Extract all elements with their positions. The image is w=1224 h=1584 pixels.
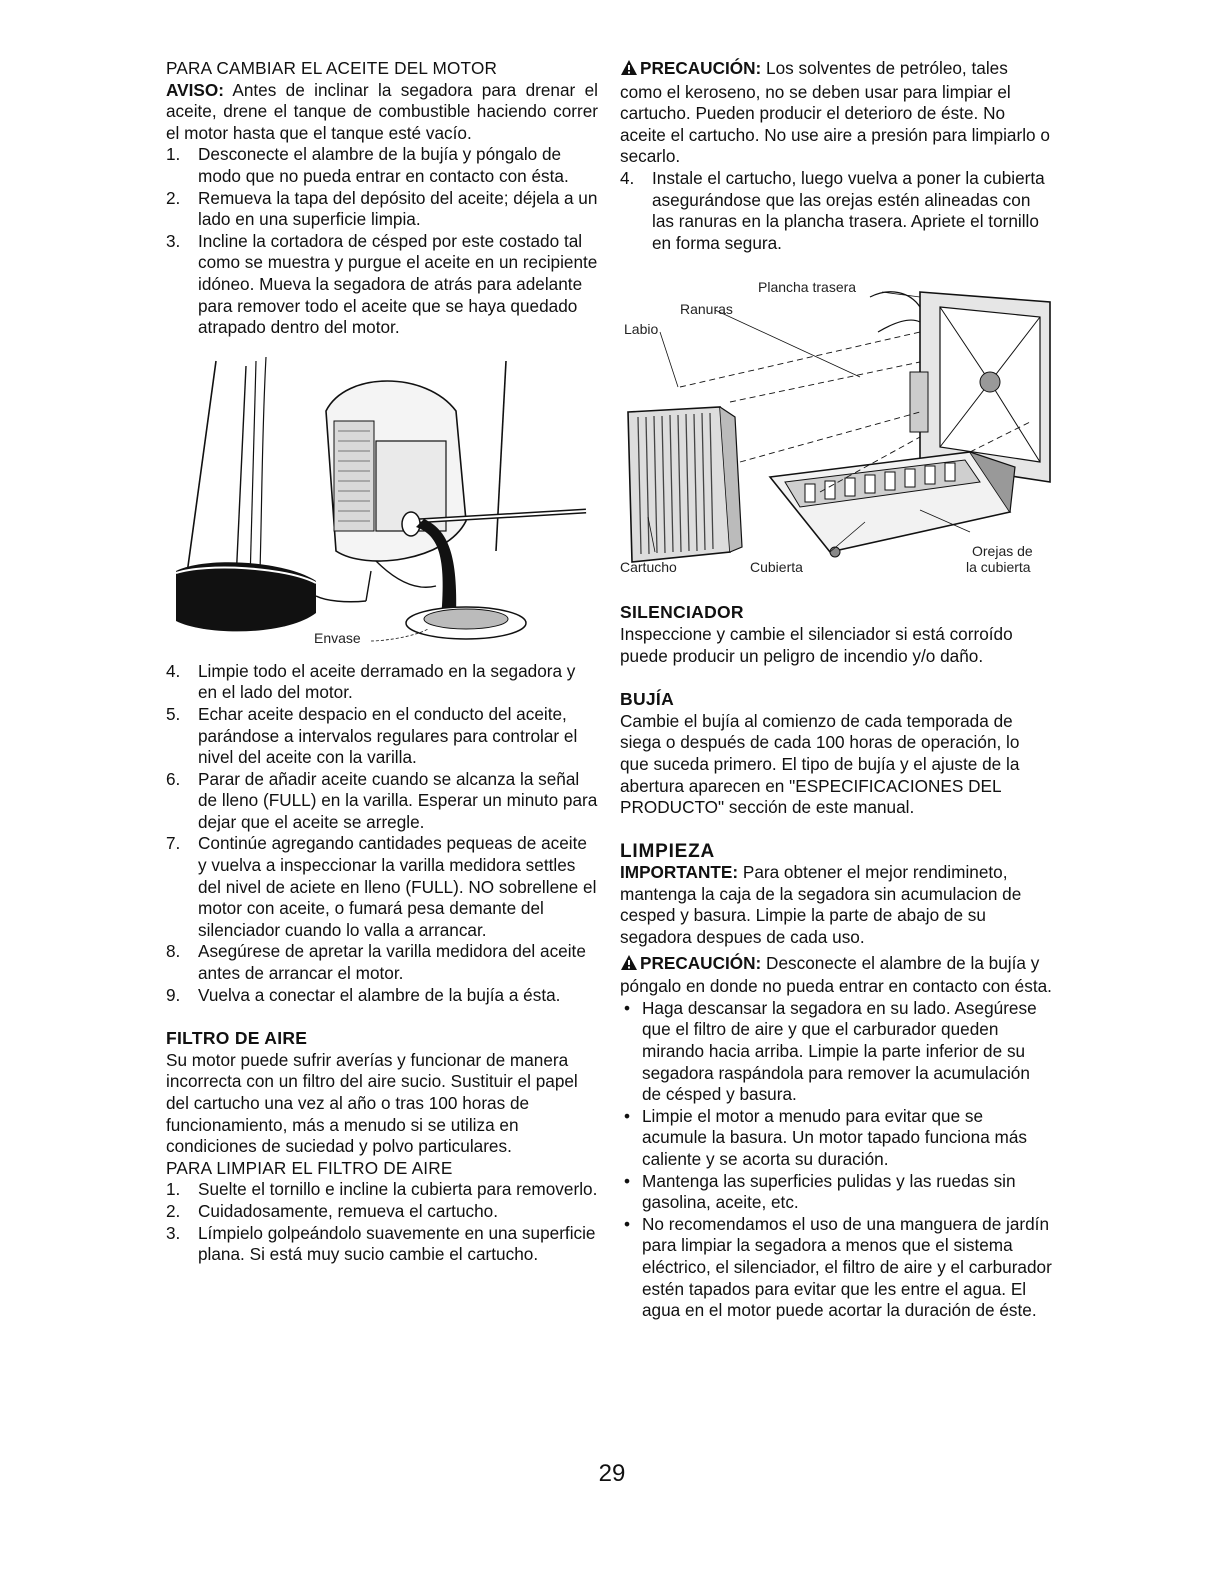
list-item <box>166 941 598 984</box>
important-label: IMPORTANTE: <box>620 862 739 883</box>
list-item <box>166 1179 598 1201</box>
cleaning-heading: LIMPIEZA <box>620 840 716 862</box>
list-item <box>166 985 598 1007</box>
air-filter-figure <box>620 262 1052 580</box>
step-text: Límpielo golpeándolo suavemente en una superficie plana. Si está muy sucio cambie el cartucho. <box>198 1222 596 1265</box>
step-text: Suelte el tornillo e incline la cubierta para removerlo. <box>198 1179 598 1200</box>
orejas-label-1: Orejas de <box>972 543 1033 560</box>
caution2-text: Desconecte el alambre de la bujía y póngalo en donde no pueda entrar en contacto con ésta. <box>620 952 1052 997</box>
spark-plug-text: Cambie el bujía al comienzo de cada temporada de siega o después de cada 100 horas de operación, lo que suceda primero. El tipo de bujía y el ajuste de la abertura aparecen en "ESPECIFICACIONES DEL PRODUCTO" sección de este manual. <box>620 710 1020 818</box>
page-number: 29 <box>598 1460 626 1487</box>
right-column <box>620 58 1052 1322</box>
step-number: 7. <box>166 833 181 854</box>
step-number: 8. <box>166 941 181 962</box>
step-number: 3. <box>166 1222 181 1243</box>
list-item <box>166 231 598 339</box>
caution2-label: PRECAUCIÓN: <box>640 952 762 973</box>
muffler-text: Inspeccione y cambie el silenciador si está corroído puede producir un peligro de incendio y/o daño. <box>620 623 1013 666</box>
step-text: Limpie todo el aceite derramado en la segadora y en el lado del motor. <box>198 660 576 703</box>
step-number: 4. <box>166 660 181 681</box>
bullet-text: Mantenga las superficies pulidas y las ruedas sin gasolina, aceite, etc. <box>642 1170 1016 1213</box>
list-item <box>620 998 1052 1106</box>
step-number: 1. <box>166 1179 181 1200</box>
list-item <box>166 1223 598 1266</box>
important-text: Para obtener el mejor rendimineto, mantenga la caja de la segadora sin acumulacion de cesped y basura. Limpie la parte de abajo de su segadora despues de cada uso. <box>620 862 1022 948</box>
filter-steps-list-2 <box>620 168 1052 254</box>
step-number: 6. <box>166 768 181 789</box>
bullet-text: Haga descansar la segadora en su lado. Asegúrese que el filtro de aire y que el carburador queden mirando hacia arriba. Limpie la parte inferior de su segadora raspándola para remover la acumulación de césped y basura. <box>642 997 1037 1105</box>
list-item <box>166 661 598 704</box>
air-filter-heading: FILTRO DE AIRE <box>166 1028 308 1049</box>
aviso-label: AVISO: <box>166 79 224 100</box>
step-text: Asegúrese de apretar la varilla medidora del aceite antes de arrancar el motor. <box>198 941 586 984</box>
bullet-text: Limpie el motor a menudo para evitar que se acumule la basura. Un motor tapado funciona más caliente y se acorta su duración. <box>642 1105 1028 1169</box>
step-text: Parar de añadir aceite cuando se alcanza la señal de lleno (FULL) en la varilla. Esperar un minuto para dejar que el aceite se arregle. <box>198 768 598 832</box>
aviso-text: Antes de inclinar la segadora para drenar el aceite, drene el tanque de combustible haciendo correr el motor hasta que el tanque esté vacío. <box>166 79 598 143</box>
warning-triangle-icon <box>620 954 638 977</box>
list-item <box>166 188 598 231</box>
step-text: Continúe agregando cantidades pequeas de aceite y vuelva a inspeccionar la varilla medidora settles del nivel de aciete en lleno (FULL). NO sobrellene el motor con aceite, o fumará pesa demante del silenciador cuando lo valla a arrancar. <box>198 833 597 940</box>
bullet-icon: • <box>624 997 631 1018</box>
envase-label: Envase <box>314 629 361 646</box>
list-item <box>620 168 1052 254</box>
step-text: Cuidadosamente, remueva el cartucho. <box>198 1200 498 1221</box>
aviso-paragraph <box>166 80 598 145</box>
step-text: Remueva la tapa del depósito del aceite; déjela a un lado en una superficie limpia. <box>198 187 598 230</box>
bullet-icon: • <box>624 1170 631 1191</box>
cartucho-label: Cartucho <box>620 559 677 576</box>
caution2-paragraph <box>620 953 1052 998</box>
list-item <box>166 144 598 187</box>
step-number: 2. <box>166 187 181 208</box>
step-number: 1. <box>166 144 181 165</box>
oil-steps-list-b <box>166 661 598 1007</box>
ranuras-label: Ranuras <box>680 301 733 318</box>
list-item <box>166 833 598 941</box>
step-number: 9. <box>166 984 181 1005</box>
step-text: Incline la cortadora de césped por este costado tal como se muestra y purgue el aceite en un recipiente idóneo. Mueva la segadora de atrás para adelante para remover todo el aceite que se haya quedado atrapado dentro del motor. <box>198 230 598 338</box>
spark-plug-heading: BUJÍA <box>620 689 675 710</box>
list-item <box>166 704 598 769</box>
muffler-heading: SILENCIADOR <box>620 602 744 623</box>
bullet-icon: • <box>624 1213 631 1234</box>
cleaning-bullets <box>620 998 1052 1322</box>
step-number: 5. <box>166 703 181 724</box>
warning-triangle-icon <box>620 59 638 82</box>
left-column <box>166 58 598 1266</box>
clean-filter-heading: PARA LIMPIAR EL FILTRO DE AIRE <box>166 1157 453 1178</box>
step-number: 3. <box>166 230 181 251</box>
important-paragraph <box>620 862 1052 948</box>
step-text: Vuelva a conectar el alambre de la bujía a ésta. <box>198 984 561 1005</box>
bullet-icon: • <box>624 1105 631 1126</box>
list-item <box>620 1106 1052 1171</box>
step-text: Instale el cartucho, luego vuelva a poner la cubierta asegurándose que las orejas estén alineadas con las ranuras en la plancha trasera. Apriete el tornillo en forma segura. <box>652 167 1045 253</box>
caution-text: Los solventes de petróleo, tales como el keroseno, no se deben usar para limpiar el cartucho. Pueden producir el deterioro de éste. No aceite el cartucho. No use aire a presión para limpiarlo o secarlo. <box>620 58 1050 167</box>
oil-drain-figure <box>166 351 598 653</box>
bullet-text: No recomendamos el uso de una manguera de jardín para limpiar la segadora a menos que el sistema eléctrico, el silenciador, el filtro de aire y el carburador estén tapados para evitar que les entre el agua. El agua en el motor puede acortar la duración de éste. <box>642 1213 1052 1321</box>
list-item <box>166 1201 598 1223</box>
cubierta-label: Cubierta <box>750 559 803 576</box>
filter-steps-list <box>166 1179 598 1265</box>
step-text: Desconecte el alambre de la bujía y póngalo de modo que no pueda entrar en contacto con ésta. <box>198 144 569 186</box>
list-item <box>166 769 598 834</box>
list-item <box>620 1171 1052 1214</box>
caution-label: PRECAUCIÓN: <box>640 58 762 78</box>
step-number: 2. <box>166 1200 181 1221</box>
caution-paragraph <box>620 58 1052 168</box>
step-number: 4. <box>620 167 635 188</box>
oil-drain-illustration <box>166 351 598 653</box>
step-text: Echar aceite despacio en el conducto del aceite, parándose a intervalos regulares para controlar el nivel del aceite con la varilla. <box>198 703 578 768</box>
plancha-label: Plancha trasera <box>758 279 857 296</box>
orejas-label-2: la cubierta <box>966 559 1031 576</box>
labio-label: Labio <box>624 321 659 338</box>
oil-steps-list-a <box>166 144 598 338</box>
change-oil-title: PARA CAMBIAR EL ACEITE DEL MOTOR <box>166 58 498 78</box>
list-item <box>620 1214 1052 1322</box>
air-filter-text: Su motor puede sufrir averías y funcionar de manera incorrecta con un filtro del aire sucio. Sustituir el papel del cartucho una vez al año o tras 100 horas de funcionamiento, más a menudo si se utiliza en condiciones de suciedad y polvo particulares. <box>166 1049 578 1157</box>
